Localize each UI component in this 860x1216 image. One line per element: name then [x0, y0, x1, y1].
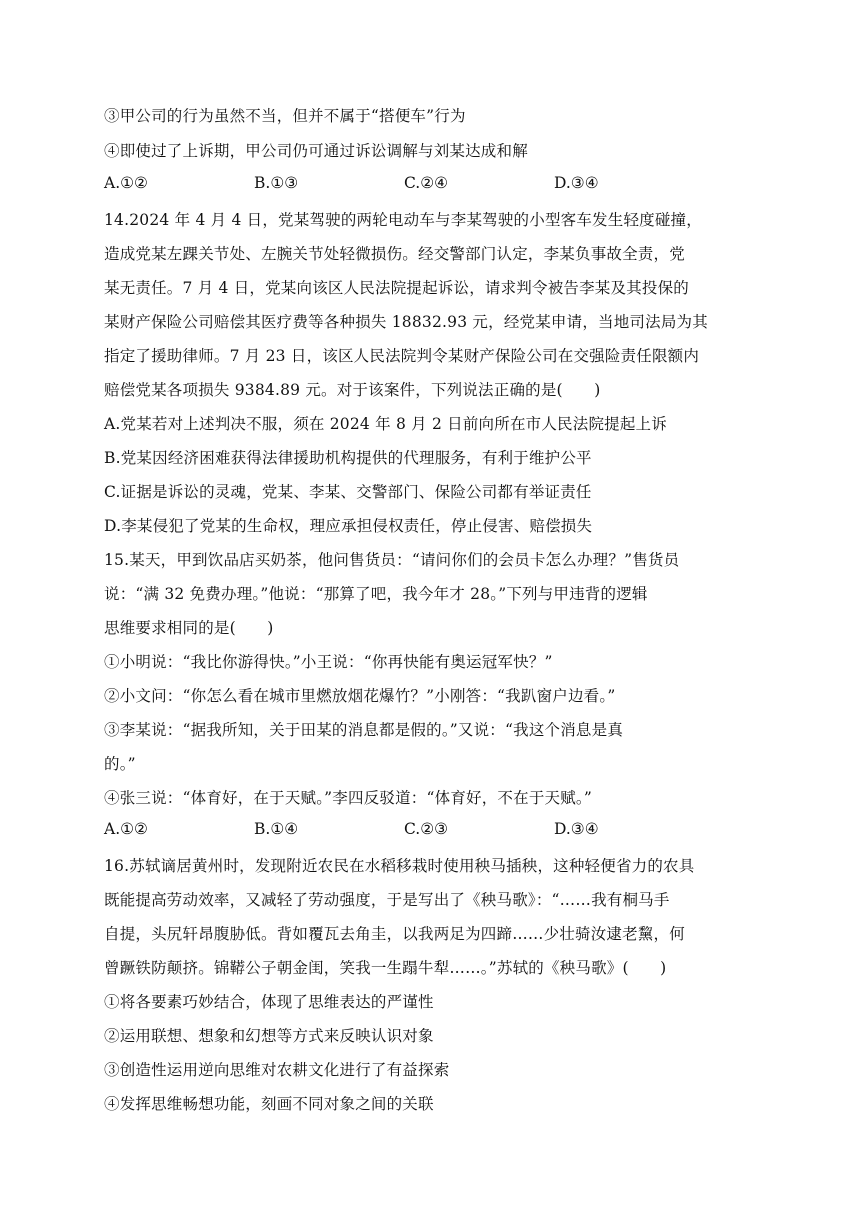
q15-stem-line: 15.某天，甲到饮品店买奶茶，他问售货员：“请问你们的会员卡怎么办理？”售货员 [104, 551, 680, 569]
q14-stem-line: 造成党某左踝关节处、左腕关节处轻微损伤。经交警部门认定，李某负事故全责，党 [104, 245, 685, 263]
q14-choice-b: B.党某因经济困难获得法律援助机构提供的代理服务，有利于维护公平 [104, 449, 592, 467]
q14-stem-line: 14.2024 年 4 月 4 日，党某驾驶的两轮电动车与李某驾驶的小型客车发生轻度碰撞， [104, 211, 702, 229]
q16-item-1: ①将各要素巧妙结合，体现了思维表达的严谨性 [104, 993, 434, 1011]
q14-stem-line: 某财产保险公司赔偿其医疗费等各种损失 18832.93 元，经党某申请，当地司法局为其 [104, 313, 708, 331]
q16-stem-line: 16.苏轼谪居黄州时，发现附近农民在水稻移栽时使用秧马插秧，这种轻便省力的农具 [104, 857, 695, 875]
prev-option-b: B.①③ [254, 174, 299, 192]
q15-item-4: ④张三说：“体育好，在于天赋。”李四反驳道：“体育好，不在于天赋。” [104, 789, 592, 807]
q16-stem-line: 自提，头尻轩昂腹胁低。背如覆瓦去角圭，以我两足为四蹄……少壮骑汝逮老黧，何 [104, 925, 685, 943]
prev-options [104, 174, 744, 198]
q15-option-c: C.②③ [404, 820, 449, 838]
q16-item-2: ②运用联想、想象和幻想等方式来反映认识对象 [104, 1027, 434, 1045]
q15-item-2: ②小文问：“你怎么看在城市里燃放烟花爆竹？”小刚答：“我趴窗户边看。” [104, 687, 616, 705]
q16-item-4: ④发挥思维畅想功能，刻画不同对象之间的关联 [104, 1095, 434, 1113]
q16-stem-line: 既能提高劳动效率，又减轻了劳动强度，于是写出了《秧马歌》：“……我有桐马手 [104, 891, 670, 909]
q15-option-a: A.①② [104, 820, 148, 838]
prev-option-a: A.①② [104, 174, 148, 192]
q14-stem-line: 指定了援助律师。7 月 23 日，该区人民法院判令某财产保险公司在交强险责任限额内 [104, 347, 700, 365]
q16-item-3: ③创造性运用逆向思维对农耕文化进行了有益探索 [104, 1061, 450, 1079]
prev-item-4: ④即使过了上诉期，甲公司仍可通过诉讼调解与刘某达成和解 [104, 142, 528, 160]
q14-stem-line: 赔偿党某各项损失 9384.89 元。对于该案件，下列说法正确的是( ) [104, 381, 601, 399]
prev-option-d: D.③④ [554, 174, 599, 192]
q14-choice-a: A.党某若对上述判决不服，须在 2024 年 8 月 2 日前向所在市人民法院提起上诉 [104, 415, 667, 433]
prev-option-c: C.②④ [404, 174, 449, 192]
q15-item-3: ③李某说：“据我所知，关于田某的消息都是假的。”又说：“我这个消息是真 [104, 721, 624, 739]
q15-option-d: D.③④ [554, 820, 599, 838]
q15-option-b: B.①④ [254, 820, 299, 838]
q15-item-3-cont: 的。” [104, 755, 136, 773]
q15-stem-line: 说：“满 32 免费办理。”他说：“那算了吧，我今年才 28。”下列与甲违背的逻辑 [104, 585, 648, 603]
q14-choice-d: D.李某侵犯了党某的生命权，理应承担侵权责任，停止侵害、赔偿损失 [104, 517, 593, 535]
q14-stem-line: 某无责任。7 月 4 日，党某向该区人民法院提起诉讼，请求判令被告李某及其投保的 [104, 279, 690, 297]
q16-stem-line: 曾蹶铁防颠挤。锦鞯公子朝金闺，笑我一生蹋牛犁……。”苏轼的《秧马歌》( ) [104, 959, 667, 977]
q15-options [104, 820, 744, 844]
prev-item-3: ③甲公司的行为虽然不当，但并不属于“搭便车”行为 [104, 107, 466, 125]
q15-stem-line: 思维要求相同的是( ) [104, 619, 274, 637]
q15-item-1: ①小明说：“我比你游得快。”小王说：“你再快能有奥运冠军快？” [104, 653, 553, 671]
q14-choice-c: C.证据是诉讼的灵魂，党某、李某、交警部门、保险公司都有举证责任 [104, 483, 592, 501]
